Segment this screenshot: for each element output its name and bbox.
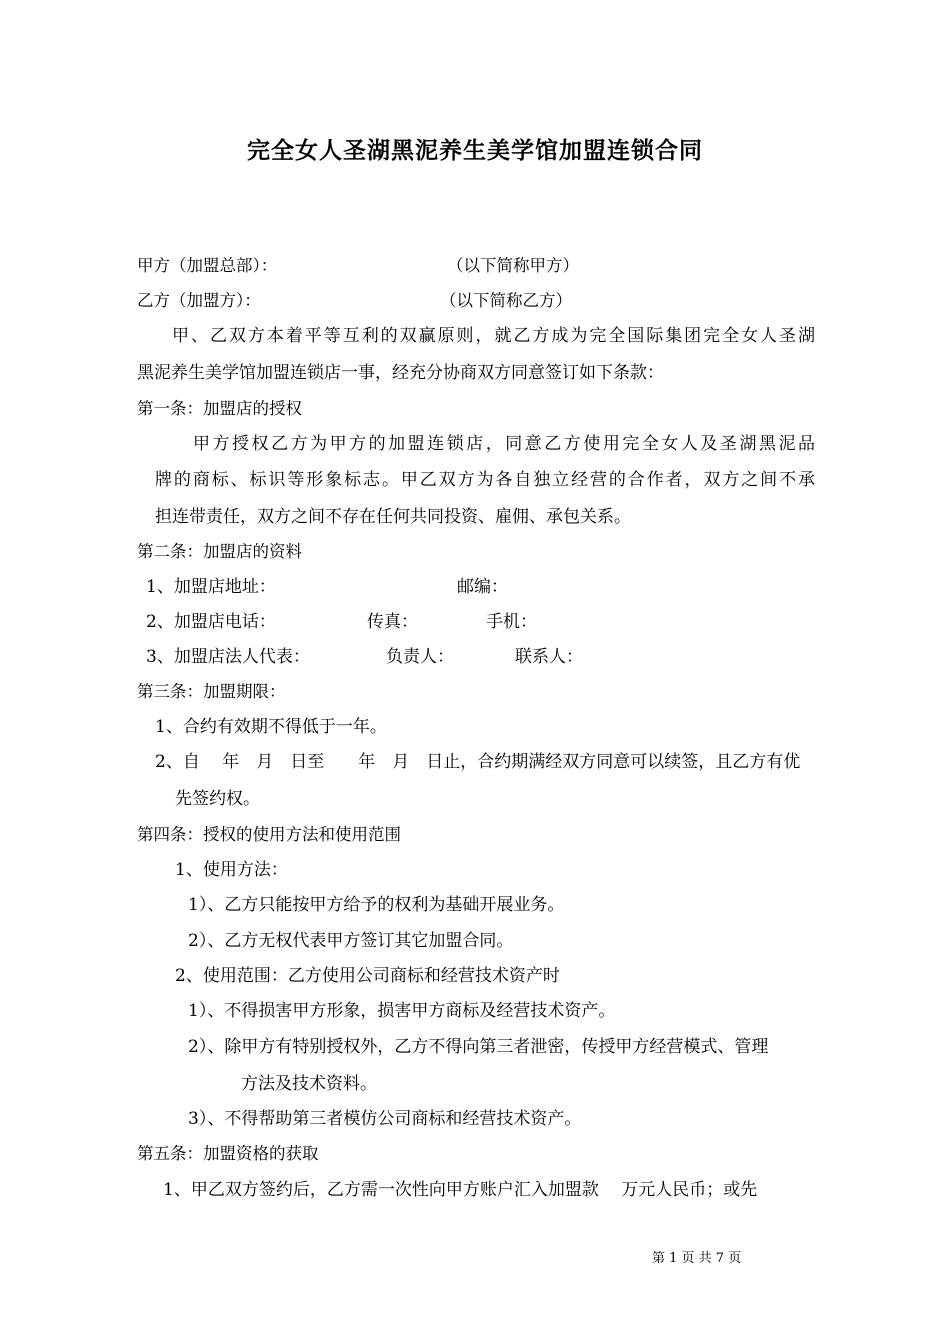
usage-method-label: 1、使用方法： (175, 860, 288, 880)
manager-label: 负责人： (386, 647, 454, 667)
article-3-heading: 第三条：加盟期限： (137, 682, 286, 701)
usage-scope-label: 2、使用范围：乙方使用公司商标和经营技术资产时 (175, 966, 560, 986)
article-1-line-3: 担连带责任，双方之间不存在任何共同投资、雇佣、承包关系。 (155, 507, 631, 527)
postcode-label: 邮编： (457, 577, 508, 597)
article-3-item-1: 1、合约有效期不得低于一年。 (155, 717, 387, 737)
article-4-heading: 第四条：授权的使用方法和使用范围 (137, 825, 401, 844)
intro-line-2: 黑泥养生美学馆加盟连锁店一事，经充分协商双方同意签订如下条款： (137, 363, 664, 383)
usage-scope-3: 3）、不得帮助第三者模仿公司商标和经营技术资产。 (188, 1109, 582, 1129)
intro-line-1: 甲、乙双方本着平等互利的双赢原则，就乙方成为完全国际集团完全女人圣湖 (172, 326, 815, 346)
article-1-line-1: 甲方授权乙方为甲方的加盟连锁店，同意乙方使用完全女人及圣湖黑泥品 (193, 434, 815, 454)
legal-rep-label: 3、加盟店法人代表： (146, 647, 310, 667)
store-address-label: 1、加盟店地址： (146, 577, 276, 597)
article-3-item-2-cont: 先签约权。 (175, 789, 260, 809)
contract-title: 完全女人圣湖黑泥养生美学馆加盟连锁合同 (247, 138, 703, 164)
usage-method-2: 2）、乙方无权代表甲方签订其它加盟合同。 (188, 931, 514, 951)
article-2-heading: 第二条：加盟店的资料 (137, 542, 302, 561)
article-1-line-2: 牌的商标、标识等形象标志。甲乙双方为各自独立经营的合作者，双方之间不承 (155, 470, 815, 490)
article-1-heading: 第一条：加盟店的授权 (137, 399, 302, 418)
article-5-heading: 第五条：加盟资格的获取 (137, 1144, 319, 1163)
page-footer: 第 1 页 共 7 页 (652, 1251, 742, 1266)
article-5-item-1: 1、甲乙双方签约后，乙方需一次性向甲方账户汇入加盟款 万元人民币；或先 (163, 1180, 758, 1200)
party-b-abbr: （以下简称乙方） (440, 291, 572, 310)
party-b-label: 乙方（加盟方）： (137, 291, 261, 310)
party-a-abbr: （以下简称甲方） (447, 256, 579, 275)
contact-label: 联系人： (515, 647, 583, 667)
mobile-label: 手机： (486, 612, 537, 632)
usage-scope-2: 2）、除甲方有特别授权外，乙方不得向第三者泄密，传授甲方经营模式、管理 (188, 1037, 769, 1057)
article-3-item-2: 2、自 年 月 日至 年 月 日止，合约期满经双方同意可以续签，且乙方有优 (155, 752, 801, 772)
store-phone-label: 2、加盟店电话： (146, 612, 276, 632)
usage-method-1: 1）、乙方只能按甲方给予的权利为基础开展业务。 (188, 895, 565, 915)
usage-scope-2-cont: 方法及技术资料。 (241, 1074, 377, 1094)
fax-label: 传真： (367, 612, 418, 632)
usage-scope-1: 1）、不得损害甲方形象，损害甲方商标及经营技术资产。 (188, 1001, 616, 1021)
party-a-label: 甲方（加盟总部）： (137, 256, 278, 275)
